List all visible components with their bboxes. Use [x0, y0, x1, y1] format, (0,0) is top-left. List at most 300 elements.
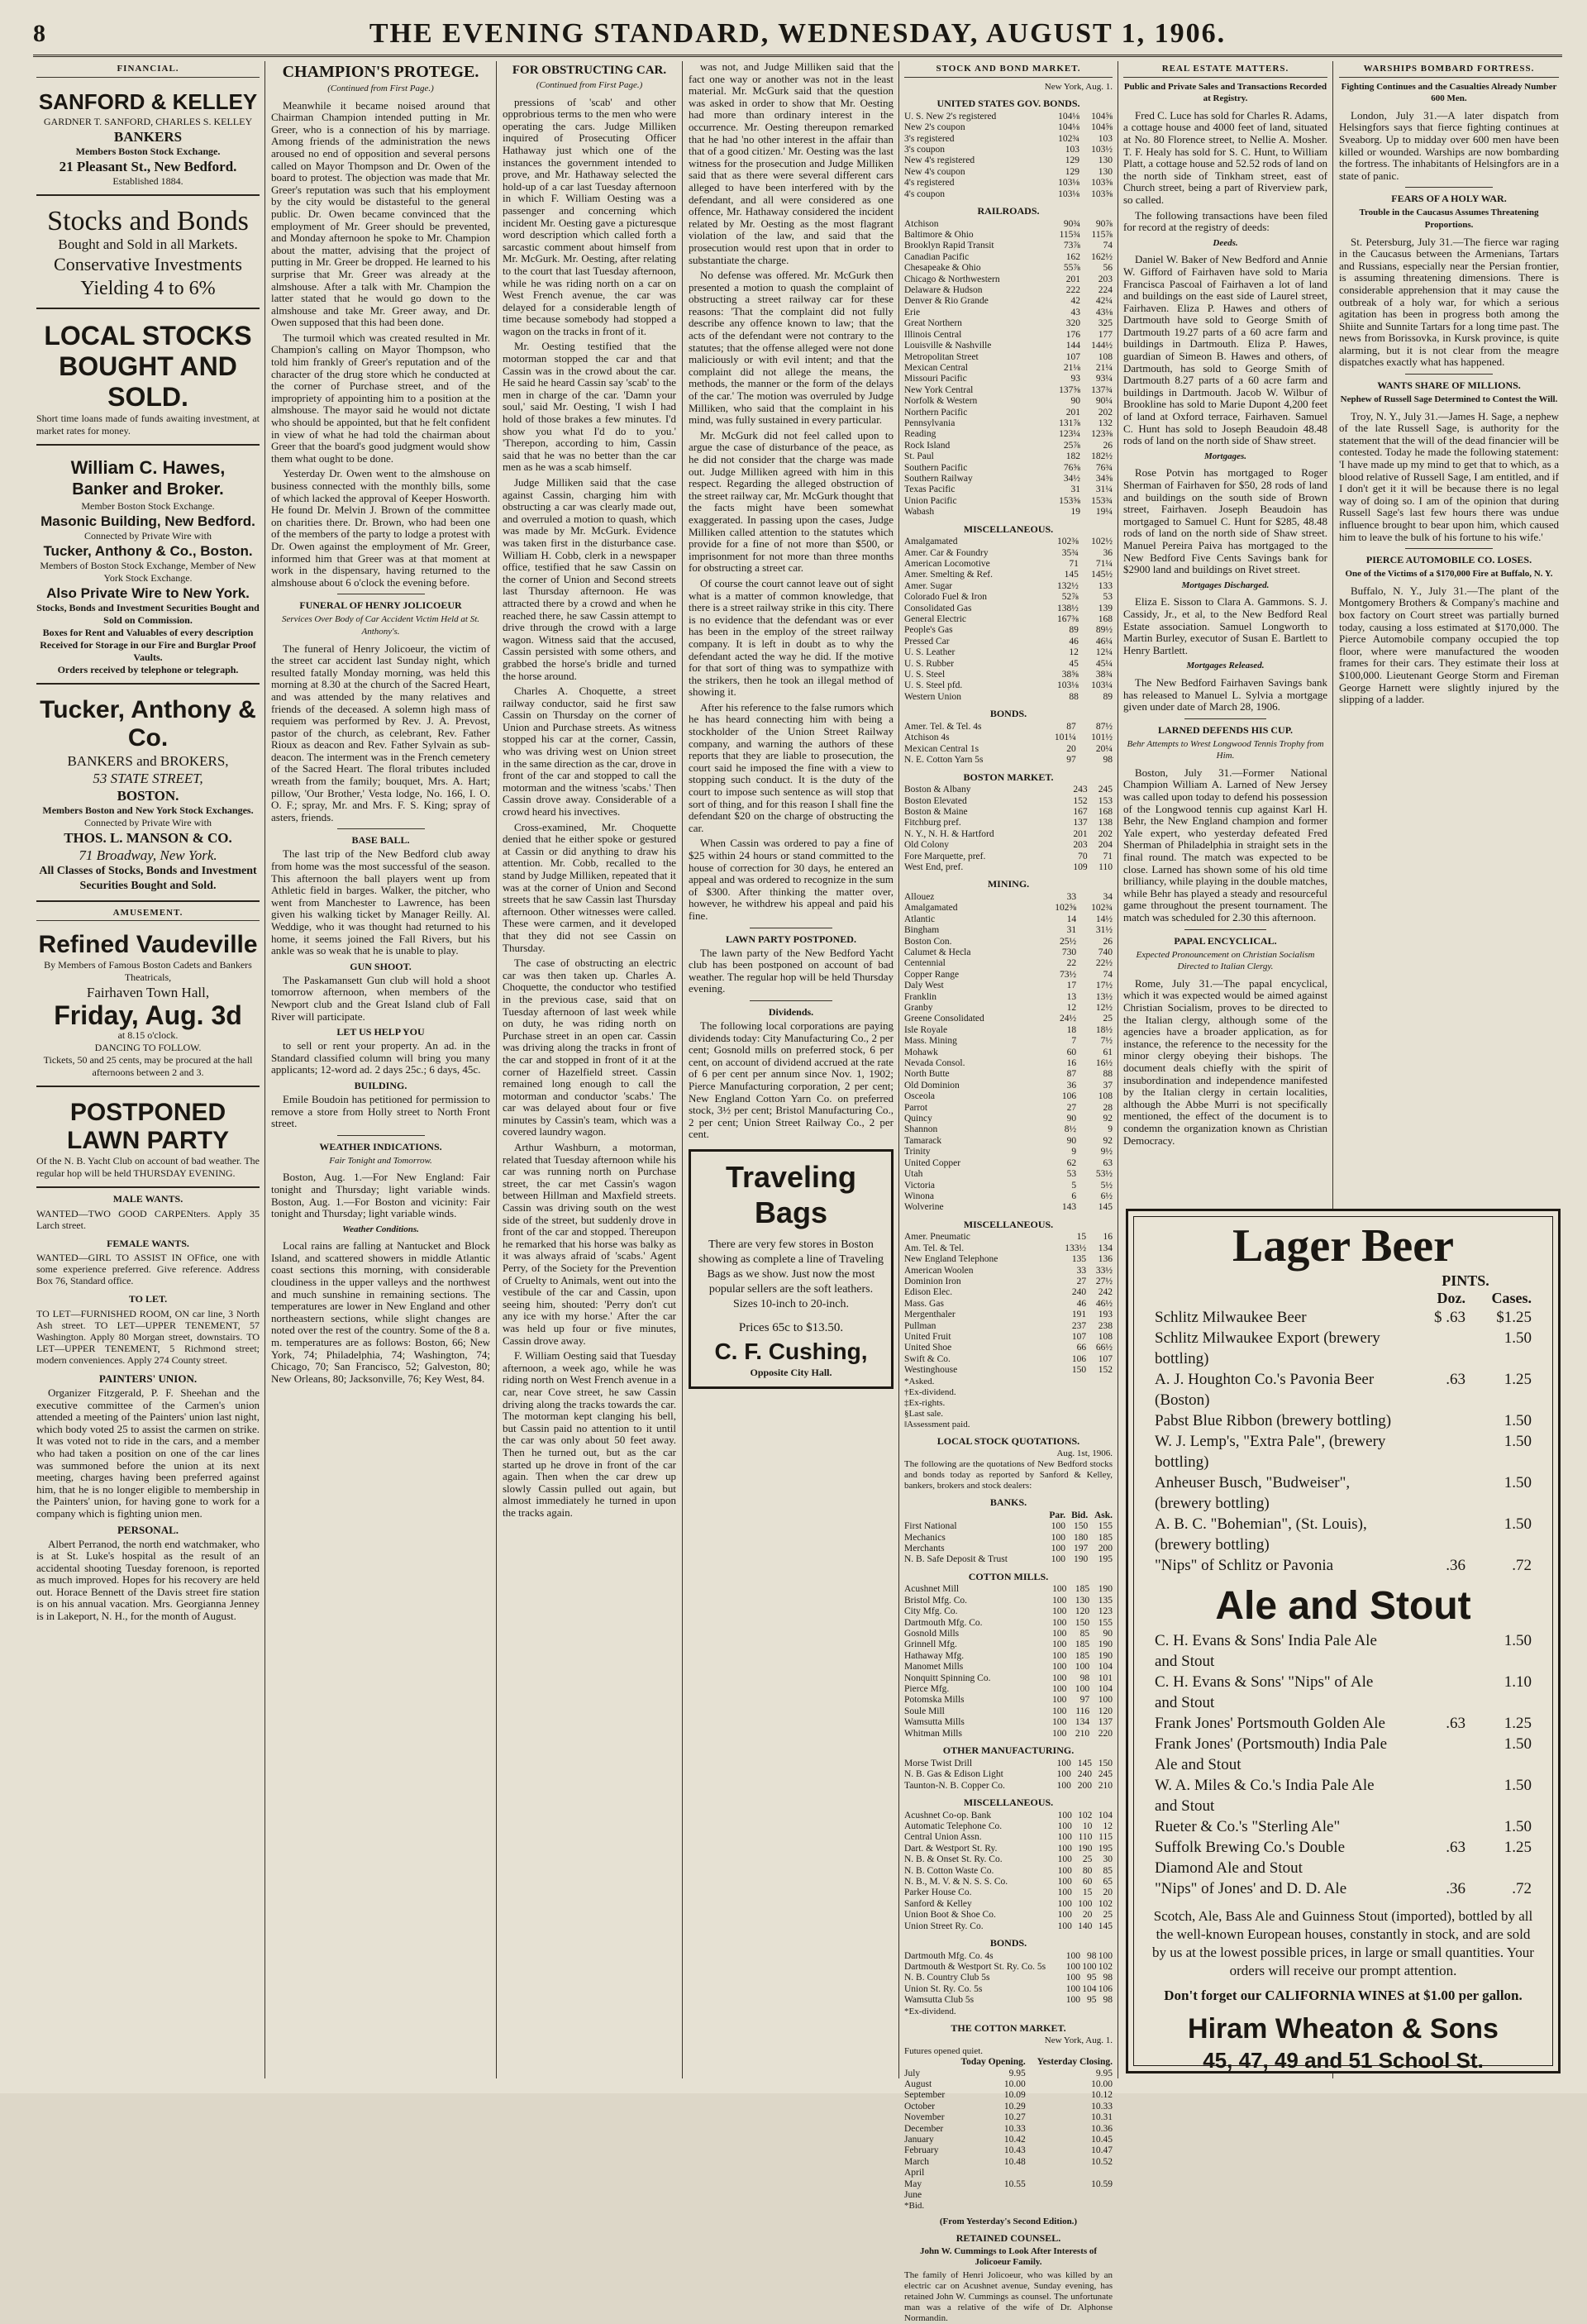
bonds-head: BONDS. — [989, 708, 1027, 720]
table-row — [904, 1832, 1113, 1843]
table-cell: 238 — [1098, 1320, 1113, 1331]
table-cell: N. B. Country Club 5s — [904, 1973, 990, 1983]
price-dozen — [1399, 1775, 1465, 1816]
story-text: Boston, July 31.—Former National Champion William A. Larned of New Jersey was called upon today to defend his possession of the Longwood tennis cup against Karl H. Behr, the New England champion and former Yale expert, who yesterday defeated Fred Sherman of Philadelphia in straight sets in the final round. The match was expected to be close. Larned has shown some of his old time brilliancy, while playing in the double matches, while Behr has played a steady and resourceful game throughout the present tournament. The match was scheduled for 2.30 this afternoon. — [1123, 766, 1327, 923]
divider — [337, 828, 425, 829]
table-row — [904, 1887, 1113, 1898]
table-note: *Bid. — [904, 2201, 925, 2212]
table-row — [904, 2179, 1113, 2190]
table-cell: 182 — [1065, 451, 1081, 462]
railroads-head: RAILROADS. — [977, 205, 1040, 217]
ad-text: Conservative Investments — [54, 253, 242, 274]
price-row — [1128, 1555, 1558, 1576]
ad-text: By Members of Famous Boston Cadets and Bankers Theatricals, — [44, 959, 252, 984]
table-cell: Chicago & Northwestern — [904, 274, 1000, 284]
table-cell: 19¼ — [1095, 507, 1113, 518]
table-cell: August — [904, 2079, 932, 2089]
table-cell: Whitman Mills — [904, 1728, 962, 1739]
story-text: Mr. Oesting testified that the motorman stopped the car and that Cassin was in the crowd about the car. He said he heard Cassin say 'scab' to the men in charge of the car. 'Damn your soul,' said Mr. Oesting, 'I wish I had hold of those brakes a few minutes. I'd show you what I'd do to you.' 'Therepon, according to him, Cassin said that he was no better than the car men as he was a scab himself. — [503, 340, 676, 474]
table-row — [904, 914, 1113, 925]
column-real-estate — [1123, 61, 1327, 1194]
table-row — [904, 2157, 1113, 2168]
table-row — [904, 2124, 1113, 2135]
table-cell: April — [904, 2168, 925, 2178]
table-row — [904, 1181, 1113, 1191]
ad-text: Banker and Broker. — [72, 480, 224, 499]
price-dozen — [1399, 1472, 1465, 1514]
ad-text: BANKERS — [113, 128, 183, 145]
table-cell: 7 — [1071, 1036, 1077, 1047]
table-cell: 130 — [1075, 1595, 1090, 1606]
story-headline: GUN SHOOT. — [350, 960, 412, 972]
table-cell: 137¾ — [1091, 384, 1113, 395]
table-cell: 9 — [1108, 1124, 1113, 1135]
table-cell: 100 — [1057, 1910, 1072, 1921]
table-cell: November — [904, 2112, 945, 2123]
table-cell: Amalgamated — [904, 537, 958, 547]
ad-text: Don't forget our CALIFORNIA WINES at $1.00 per gallon. — [1164, 1988, 1523, 2003]
table-cell: 73⅞ — [1063, 241, 1081, 251]
table-cell: 106 — [1061, 1091, 1077, 1102]
classified-item: WANTED—GIRL TO ASSIST IN OFfice, one with some experience preferred. Give reference. Address Box 76, Standard office. — [36, 1252, 260, 1287]
table-row — [904, 992, 1113, 1003]
ad-text: BANKERS and BROKERS, — [67, 752, 229, 769]
table-row — [904, 570, 1113, 580]
table-row — [904, 330, 1113, 341]
misc-head: MISCELLANEOUS. — [963, 523, 1054, 535]
table-row — [904, 1717, 1113, 1728]
table-cell: 134 — [1098, 1243, 1113, 1253]
table-cell: 100 — [1052, 1584, 1067, 1595]
table-cell: Atchison — [904, 218, 939, 229]
table-cell: 7½ — [1100, 1036, 1113, 1047]
table-cell: Illinois Central — [904, 329, 962, 340]
story-text: London, July 31.—A later dispatch from Helsingfors says that fierce fighting continues at Sveaborg. Up to midday over 600 men have been killed or wounded. Warships are now bombarding the fortress. The inhabitants of Helsingfors are in a state of panic. — [1339, 108, 1559, 182]
table-cell: 16½ — [1095, 1058, 1113, 1069]
table-cell: 107 — [1098, 1353, 1113, 1364]
price-row — [1128, 1878, 1558, 1899]
table-cell: 200 — [1098, 1544, 1113, 1553]
table-cell: 33½ — [1095, 1265, 1113, 1276]
table-cell: 153 — [1098, 795, 1113, 806]
ad-hiram-wheaton — [1126, 1209, 1561, 2073]
table-cell: Mass. Mining — [904, 1036, 957, 1047]
story-text: Cross-examined, Mr. Choquette denied that he either spoke or gestured at Cassin or did anything to draw his attention. Mr. Cobb, recalled to the stand by Judge Milliken, repeated that it was at the corner of Union and Second streets that he saw Cassin last Thursday afternoon. Other witnesses were called. These were carmen, and it developed that they did not see Cassin on Thursday. — [503, 820, 676, 954]
table-cell: 150 — [1073, 1521, 1089, 1532]
table-row — [904, 1091, 1113, 1102]
quote-table — [904, 1510, 1113, 1566]
price-case: 1.50 — [1504, 1777, 1532, 1794]
table-cell: Acushnet Mill — [904, 1584, 960, 1595]
table-cell: 27 — [1076, 1276, 1087, 1286]
table-cell: 12½ — [1095, 1003, 1113, 1013]
table-cell: 100 — [1098, 1695, 1113, 1706]
table-cell: 150 — [1071, 1365, 1087, 1376]
table-cell: 102¾ — [1058, 133, 1079, 144]
table-row — [904, 1202, 1113, 1213]
table-cell: Chesapeake & Ohio — [904, 263, 981, 274]
story-text: Of course the court cannot leave out of sight what is a matter of common knowledge, that there is a street railway strike in this city. There is no evidence that the defendant was or ever has been in the employ of the street railway company. It is left in doubt as to why the defendant acted the way he did. If the motive for that sort of thing was to sympathize with the strikers, then he took an illegal method of showing it. — [689, 576, 894, 699]
table-cell: North Butte — [904, 1069, 950, 1080]
quote-table — [904, 219, 1113, 518]
table-cell: Daly West — [904, 981, 944, 991]
table-cell: American Woolen — [904, 1265, 974, 1276]
table-cell: 100 — [1052, 1662, 1067, 1673]
ad-stocks-bonds — [36, 201, 260, 309]
table-row — [904, 352, 1113, 363]
table-cell: 182½ — [1091, 451, 1113, 462]
ad-text: Established 1884. — [112, 174, 183, 187]
price-dozen: .63 — [1446, 1839, 1465, 1856]
table-cell: 103 — [1065, 145, 1079, 155]
table-cell: Mexican Central — [904, 362, 968, 373]
table-row — [904, 1684, 1113, 1695]
price-dozen — [1399, 1672, 1465, 1713]
table-row — [904, 296, 1113, 307]
table-cell: Amer. Tel. & Tel. 4s — [904, 721, 982, 732]
table-cell: 180 — [1073, 1532, 1089, 1543]
table-cell: Dartmouth Mfg. Co. — [904, 1617, 983, 1628]
table-cell: 12 — [1066, 1003, 1077, 1013]
table-row — [904, 1866, 1113, 1877]
table-cell: Edison Elec. — [904, 1287, 953, 1298]
story-headline: Dividends. — [768, 1005, 814, 1018]
table-cell: 190 — [1098, 1639, 1113, 1650]
table-cell: Dartmouth Mfg. Co. 4s — [904, 1950, 994, 1961]
table-row — [904, 1014, 1113, 1024]
table-row — [904, 285, 1113, 296]
table-cell: Franklin — [904, 991, 936, 1002]
table-cell: Pressed Car — [904, 636, 950, 647]
price-case: 1.50 — [1504, 1515, 1532, 1533]
story-text: The family of Henri Jolicoeur, who was killed by an electric car on Acushnet avenue, Sunday evening, has retained John W. Cummings as counsel. The unfortunate man was a relative of the wife of Dr. Alphonse Normandin. — [904, 2270, 1113, 2324]
table-row — [904, 692, 1113, 703]
table-cell: Atlantic — [904, 914, 936, 924]
table-row — [904, 418, 1113, 429]
table-row — [904, 1287, 1113, 1298]
table-cell: 103¼ — [1091, 680, 1113, 691]
table-cell: City Mfg. Co. — [904, 1606, 958, 1617]
table-cell: 240 — [1077, 1769, 1092, 1780]
table-cell: February — [904, 2145, 939, 2156]
story-text: Arthur Washburn, a motorman, related that Tuesday afternoon while his car was running north on Purchase street, the car met Cassin's wagon between Hillman and Maxfield streets. Cassin was driving south on the west side of the street, but suddenly drove in front of the car and stopped. Thereupon he remarked that his horse was balky as it was always afraid of 'scabs.' Agent Perry, of the Society for the Prevention of Cruelty to Animals, went out into the vestibule of the car and Cassin, upon seeing him, shouted: 'Perry don't cut any ice with my horse.' After the car was held up four or five minutes, Cassin drove away. — [503, 1141, 676, 1347]
table-cell: Old Dominion — [904, 1080, 960, 1090]
table-row — [904, 925, 1113, 936]
divider — [337, 1135, 425, 1136]
table-cell: 10 — [1082, 1821, 1093, 1831]
table-row — [904, 451, 1113, 462]
table-row — [904, 1973, 1113, 1983]
column-champion — [271, 61, 490, 2078]
table-cell: 100 — [1057, 1887, 1072, 1898]
product-name: Suffolk Brewing Co.'s Double Diamond Ale and Stout — [1155, 1839, 1346, 1877]
table-cell: 60 — [1066, 1047, 1077, 1057]
table-cell: 31 — [1066, 925, 1077, 936]
table-cell: 90 — [1103, 1629, 1113, 1639]
table-row — [904, 1147, 1113, 1157]
table-cell: 136 — [1098, 1254, 1113, 1265]
table-row — [904, 1254, 1113, 1265]
table-cell: 108 — [1098, 1331, 1113, 1342]
table-note: †Ex-dividend. — [904, 1386, 956, 1397]
table-cell: American Locomotive — [904, 559, 990, 569]
table-row — [904, 625, 1113, 636]
story-subhead: Mortgages. — [1203, 451, 1247, 461]
table-cell: 21⅛ — [1063, 362, 1081, 373]
quote-table — [904, 1759, 1113, 1792]
table-cell: 66 — [1076, 1343, 1087, 1353]
table-row — [904, 241, 1113, 251]
table-cell: West End, pref. — [904, 861, 964, 872]
table-cell: 98 — [1103, 1995, 1113, 2006]
table-cell: 132 — [1098, 418, 1113, 428]
quote-table — [904, 1232, 1113, 1376]
table-cell: 80 — [1082, 1865, 1093, 1876]
banks-head: BANKS. — [989, 1496, 1027, 1509]
story-text: The following local corporations are paying dividends today: City Manufacturing Co., 2 per cent; Gosnold mills on preferred stock, 6 per cent, on account of dividend accrued at the rate of 6 per cent per annum since Nov. 1, 1902; Pierce Manufacturing corporation, 2 per cent; New England Cotton Yarn Co. on preferred stock, 3½ per cent; Bristol Manufacturing Co., 2 per cent; Union Street Railway Co., 2 per cent. — [689, 1019, 894, 1141]
lager-price-list — [1128, 1307, 1558, 1576]
table-cell: 100 — [1052, 1617, 1067, 1628]
quote-table — [904, 112, 1113, 200]
table-cell: 133½ — [1065, 1243, 1087, 1253]
table-cell: 167⅜ — [1057, 614, 1079, 625]
column-rule — [682, 61, 683, 2078]
table-cell: 74 — [1103, 969, 1113, 980]
table-cell: 110 — [1099, 861, 1113, 872]
table-cell: 26 — [1103, 936, 1113, 947]
table-row — [904, 1729, 1113, 1739]
table-row — [904, 1036, 1113, 1047]
table-cell: 31¼ — [1095, 484, 1113, 495]
table-cell: May — [904, 2178, 922, 2189]
ad-text: Of the N. B. Yacht Club on account of bad weather. The regular hop will be held THURSDAY EVENING. — [36, 1155, 260, 1180]
table-cell: 100 — [1057, 1876, 1072, 1887]
price-row — [1128, 1672, 1558, 1713]
story-text: pressions of 'scab' and other opprobrious terms to the men who were operating the cars. Judge Milliken inquired of Prosecuting Officer Hathaway just which one of the instances the government intended to prove, and Mr. Hathaway selected the hold-up of a car last Tuesday afternoon in which F. William Oesting was a passenger and concerning which incident Mr. Oesting gave a picturesque word description which called forth a sarcastic comment about himself from Mr. McGurk. Mr. Oesting, after relating to the court that last Tuesday afternoon, while he was riding north on a car on West French avenue, the car was delayed for a considerable length of time because somebody had stopped a wagon on the tracks in front of it. — [503, 95, 676, 337]
table-cell: 26 — [1103, 440, 1113, 451]
table-row — [904, 145, 1113, 155]
table-cell: Gosnold Mills — [904, 1629, 960, 1639]
table-cell: 210 — [1075, 1728, 1090, 1739]
table-cell: Fore Marquette, pref. — [904, 851, 986, 861]
table-cell: 89 — [1103, 691, 1113, 702]
table-row — [904, 604, 1113, 614]
story-subhead: John W. Cummings to Look After Interests of Jolicoeur Family. — [919, 2246, 1098, 2268]
table-row — [904, 1951, 1113, 1962]
ad-firm-name: Hiram Wheaton & Sons — [1188, 2013, 1499, 2045]
table-cell: 120 — [1098, 1706, 1113, 1716]
table-cell: 4's coupon — [904, 188, 946, 199]
section-head: WARSHIPS BOMBARD FORTRESS. — [1339, 63, 1559, 78]
table-cell: U. S. Steel pfd. — [904, 680, 963, 691]
price-dozen: .63 — [1446, 1715, 1465, 1732]
table-cell: 19 — [1070, 507, 1081, 518]
table-cell: 102 — [1098, 1961, 1113, 1972]
story-headline: PIERCE AUTOMOBILE CO. LOSES. — [1365, 554, 1532, 566]
ad-text: Tickets, 50 and 25 cents, may be procured at the hall afternoons between 2 and 3. — [43, 1054, 253, 1079]
table-cell: Pennsylvania — [904, 418, 956, 428]
table-header-cell: Yesterday Closing. — [1037, 2057, 1113, 2068]
table-cell: 106 — [1098, 1983, 1113, 1994]
table-cell: 85 — [1103, 1865, 1113, 1876]
ad-text: Opposite City Hall. — [750, 1366, 832, 1378]
table-cell: 138 — [1098, 818, 1113, 828]
table-cell: 320 — [1065, 318, 1081, 329]
ad-text: Connected by Private Wire with — [84, 816, 212, 828]
story-headline: LET US HELP YOU — [336, 1026, 425, 1038]
table-row — [904, 1114, 1113, 1124]
page-number: 8 — [33, 20, 45, 47]
product-name: "Nips" of Schlitz or Pavonia — [1155, 1557, 1334, 1574]
price-case: 1.50 — [1504, 1474, 1532, 1491]
table-cell: 740 — [1098, 947, 1113, 957]
ad-text: Fairhaven Town Hall, — [86, 985, 210, 1001]
price-dozen — [1399, 1630, 1465, 1672]
table-cell: 27 — [1066, 1102, 1077, 1113]
table-cell: 46 — [1069, 636, 1079, 647]
table-row — [904, 1781, 1113, 1792]
table-cell: 103 — [1098, 133, 1113, 144]
table-cell: 25 — [1082, 1854, 1093, 1865]
table-cell: 88 — [1103, 1069, 1113, 1080]
table-cell: 240 — [1071, 1287, 1087, 1298]
table-cell: 152 — [1073, 795, 1088, 806]
table-cell: 90 — [1066, 1135, 1077, 1146]
table-cell: 24½ — [1059, 1014, 1077, 1024]
table-cell: 103⅝ — [1091, 188, 1113, 199]
table-cell: Nevada Consol. — [904, 1058, 965, 1069]
table-cell: Parrot — [904, 1102, 928, 1113]
table-cell: N. Y., N. H. & Hartford — [904, 828, 994, 839]
table-cell: 325 — [1098, 318, 1113, 329]
table-row — [904, 796, 1113, 807]
ad-price: Prices 65c to $13.50. — [738, 1320, 844, 1334]
quote-table — [904, 1951, 1113, 2007]
story-headline: LARNED DEFENDS HIS CUP. — [1158, 723, 1293, 736]
boston-market-head: BOSTON MARKET. — [963, 771, 1054, 783]
table-cell: 100 — [1065, 1995, 1080, 2006]
table-cell: Old Colony — [904, 840, 949, 851]
story-headline: BUILDING. — [354, 1079, 407, 1091]
product-name: Rueter & Co.'s "Sterling Ale" — [1155, 1818, 1341, 1835]
table-cell — [951, 2190, 1026, 2201]
table-note: §Last sale. — [904, 1408, 944, 1419]
table-cell: 10.00 — [1003, 2079, 1026, 2089]
table-cell: N. B., M. V. & N. S. S. Co. — [904, 1876, 1008, 1887]
story-text: Rose Potvin has mortgaged to Roger Sherman of Fairhaven for $50, 28 rods of land and buildings on the south side of Brown street, Fairhaven. Joseph Beaudoin has mortgaged to Samuel C. Hunt for $285, 48.48 rods of land on the north side of Shaw street. Manuel Pereira Paiva has mortgaged to the New Bedford Five Cents Savings bank for $2900 land and buildings on Rivet street. — [1123, 466, 1327, 576]
table-row — [904, 1910, 1113, 1921]
table-cell: 101 — [1098, 1673, 1113, 1683]
table-row — [904, 1533, 1113, 1544]
table-row — [904, 308, 1113, 318]
story-headline: FEARS OF A HOLY WAR. — [1391, 193, 1507, 205]
table-cell: 36 — [1066, 1080, 1077, 1090]
table-cell: Soule Mill — [904, 1706, 945, 1716]
table-header-cell: Today Opening. — [960, 2057, 1026, 2068]
table-cell: 123 — [1098, 1606, 1113, 1617]
table-cell: 202 — [1098, 407, 1113, 418]
table-cell: 104 — [1082, 1983, 1097, 1994]
table-cell: Great Northern — [904, 318, 962, 329]
story-text: Eliza E. Sisson to Clara A. Gammons. S. J. Cassidy, Jr., et al, to the New Bedford Real Estate association. Samuel Longworth to Martin Burley, executor of Susan E. Bartlett to Henry Bartlett. — [1123, 595, 1327, 656]
price-dozen: $ .63 — [1434, 1309, 1465, 1326]
table-cell: 56 — [1103, 263, 1113, 274]
price-row — [1128, 1328, 1558, 1369]
table-cell: 132½ — [1057, 580, 1079, 591]
table-cell: 116 — [1075, 1706, 1090, 1716]
story-text: Mr. McGurk did not feel called upon to argue the case of disturbance of the peace, as he did not consider that the charge was made out. Judge Milliken agreed with him in this respect. Regarding the alleged obstruction of the street railway car, Mr. McGurk thought that the facts might have been somewhat exaggerated. In passing upon the cases, Judge Milliken called attention to the statutes which provide for a fine of not more than $500, or imprisonment for not more than three months for obstructing a street car. — [689, 428, 894, 575]
table-cell: St. Paul — [904, 451, 934, 462]
table-row — [904, 1243, 1113, 1254]
table-cell: 129 — [1065, 166, 1079, 177]
table-cell: Westinghouse — [904, 1365, 958, 1376]
price-case: 1.50 — [1504, 1818, 1532, 1835]
table-cell: Morse Twist Drill — [904, 1758, 973, 1768]
table-row — [904, 1596, 1113, 1606]
story-text: The funeral of Henry Jolicoeur, the victim of the street car accident last Sunday night, which resulted fatally Monday morning, was held this morning at 8.30 at the church of the Sacred Heart, and was attended by the many relatives and friends of the deceased. A solemn high mass of requiem was performed by Rev. J. A. Prevost, pastor of the church, as celebrant, Rev. Father Rioux as deacon and Rev. Father Sylvain as sub-deacon. The interment was in the French cemetery of the Sacred Heart. The floral tributes included wreath from the family; bouquet, Mrs. A. Hart; pillow, 'Our Brother,' Vesta lodge, No. 166, I. O. O. F.; spray, Mr. and Mrs. F. S. King; spray of asters, friends. — [271, 642, 490, 823]
story-subhead: Expected Pronouncement on Christian Socialism Directed to Italian Clergy. — [1136, 949, 1315, 972]
table-cell: 100 — [1057, 1865, 1072, 1876]
ad-text: Boxes for Rent and Valuables of every description Received for Storage in our Fire and Burglar Proof Vaults. — [40, 626, 256, 663]
table-cell: 46½ — [1095, 1298, 1113, 1309]
table-row — [904, 840, 1113, 851]
price-case: 1.50 — [1504, 1329, 1532, 1347]
ad-text: Members of Boston Stock Exchange, Member of New York Stock Exchange. — [40, 559, 256, 584]
table-cell: Boston Elevated — [904, 795, 967, 806]
table-cell: Brooklyn Rapid Transit — [904, 241, 994, 251]
table-cell: Union Pacific — [904, 495, 957, 506]
table-row — [904, 1266, 1113, 1277]
price-row — [1128, 1734, 1558, 1775]
table-cell: 25½ — [1059, 936, 1077, 947]
story-headline: RETAINED COUNSEL. — [956, 2232, 1061, 2245]
table-cell: Amer. Sugar — [904, 580, 953, 591]
table-row — [904, 230, 1113, 241]
table-cell: 197 — [1073, 1544, 1089, 1553]
story-text: The turmoil which was created resulted in Mr. Champion's calling on Mayor Thompson, who told him frankly of Greer's reputation and of the character of the drug store which he conducted at the corner of Purchase street, and of the impropriety of appointing him to a position at the almshouse. The mayor said he would not dictate who should be appointed, but that he felt confident in view of what he had told the chairman about Greer that the board's good judgment would show them what ought to be done. — [271, 331, 490, 465]
table-cell: 98 — [1086, 1950, 1097, 1961]
table-row — [904, 670, 1113, 680]
table-cell: 70 — [1078, 851, 1088, 861]
table-cell: 10.36 — [1091, 2123, 1113, 2134]
ad-text: Also Private Wire to New York. — [46, 585, 250, 601]
story-subhead: Deeds. — [1213, 237, 1238, 248]
table-row — [904, 1025, 1113, 1036]
story-text: Local rains are falling at Nantucket and Block Island, and scattered showers in middle Atlantic coast sections this morning, with considerable cloudiness in the upper valleys and the northwest and much sunshine in remaining sections. The temperatures are lower in New England and other northeastern sections, while slight changes are noted over the rest of the country. Some of the 8 a. m. temperatures are as follows: Boston, 66; New York, 74; Philadelphia, 74; Washington, 74; Chicago, 70; San Francisco, 52; Galveston, 80; New Orleans, 80; Jacksonville, 76; Key West, 84. — [271, 1239, 490, 1385]
table-row — [904, 263, 1113, 274]
table-cell: 123⅜ — [1091, 429, 1113, 440]
classified-head: MALE WANTS. — [112, 1193, 183, 1205]
table-row — [904, 937, 1113, 947]
story-subhead: One of the Victims of a $170,000 Fire at Buffalo, N. Y. — [1345, 569, 1553, 580]
price-case: 1.10 — [1504, 1673, 1532, 1691]
table-row — [904, 484, 1113, 495]
story-subhead: Fair Tonight and Tomorrow. — [329, 1155, 432, 1166]
table-row — [904, 341, 1113, 351]
table-cell: 104⅛ — [1058, 111, 1079, 122]
table-cell: 20 — [1103, 1887, 1113, 1898]
table-row — [904, 441, 1113, 451]
table-cell: 100 — [1051, 1521, 1066, 1532]
table-cell: 115 — [1099, 1832, 1113, 1843]
price-dozen: .36 — [1446, 1880, 1465, 1897]
table-row — [904, 958, 1113, 969]
table-cell: 6 — [1071, 1191, 1077, 1201]
table-cell: 3's registered — [904, 133, 955, 144]
table-cell: 107 — [1071, 1331, 1087, 1342]
story-text: Emile Boudoin has petitioned for permission to remove a store from Holly street to North Front street. — [271, 1092, 490, 1130]
table-cell: Greene Consolidated — [904, 1014, 984, 1024]
